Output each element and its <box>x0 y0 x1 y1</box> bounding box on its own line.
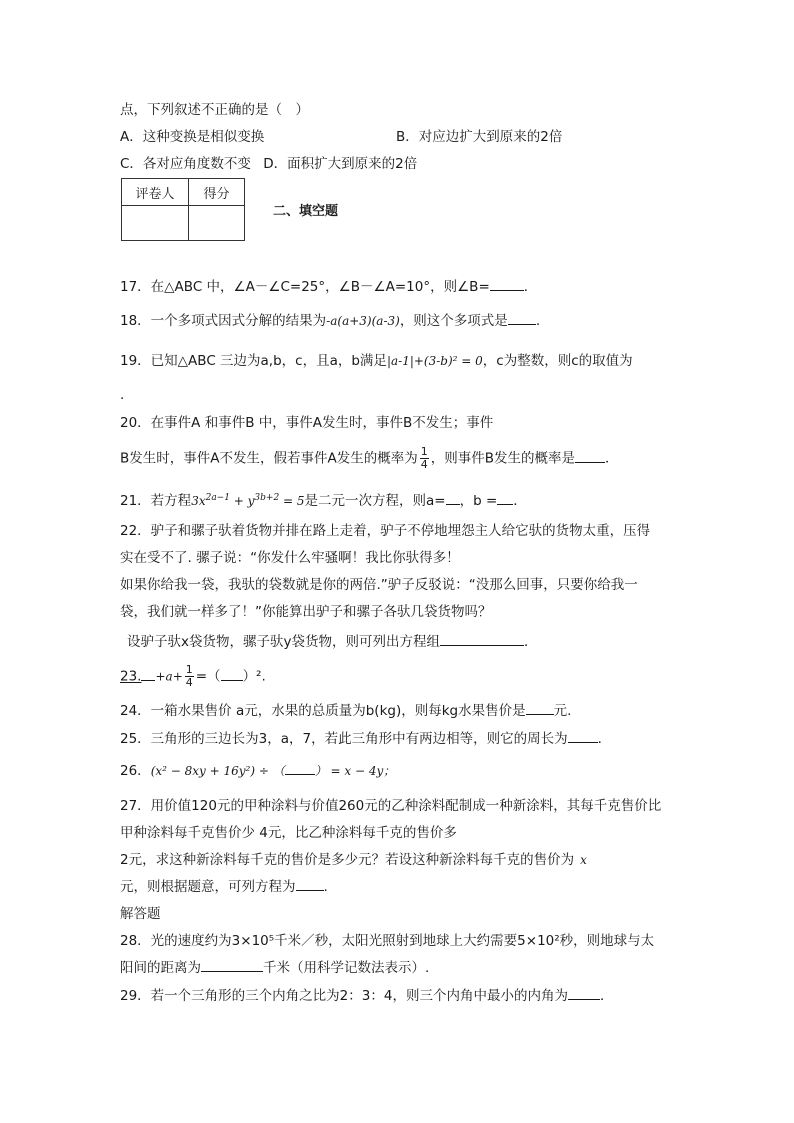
q27-line4 <box>120 877 328 897</box>
q17-end: ． <box>523 279 538 295</box>
q25-text: 25．三角形的三边长为3，a，7，若此三角形中有两边相等，则它的周长为 <box>120 731 568 747</box>
question-23 <box>120 664 266 689</box>
q16-option-a: A．这种变换是相似变换 <box>120 129 265 145</box>
q22-line3: 如果你给我一袋，我驮的袋数就是你的两倍.”驴子反驳说：“没那么回事，只要你给我一 <box>120 577 638 593</box>
answer-blank <box>497 491 513 505</box>
answer-blank <box>141 667 155 681</box>
q27-var: x <box>580 853 587 867</box>
q20-line1: 20．在事件A 和事件B 中，事件A发生时，事件B不发生；事件 <box>120 415 494 431</box>
q18-end: . <box>535 313 541 329</box>
q16-stem-end: 点，下列叙述不正确的是（ ） <box>120 102 309 118</box>
question-21 <box>120 488 527 511</box>
score-table-cell-score <box>189 206 245 241</box>
question-17 <box>120 277 537 297</box>
q29-end: ． <box>599 988 614 1004</box>
q28-line1: 28．光的速度约为3×10⁵千米／秒，太阳光照射到地球上大约需要5×10²秒，则地球与太 <box>120 933 655 949</box>
answer-blank <box>526 701 554 715</box>
q27-line2: 甲种涂料每千克售价少 4元，比乙种涂料每千克的售价多 <box>120 825 457 841</box>
fraction-numerator: 1 <box>185 663 193 676</box>
answer-blank <box>440 632 524 646</box>
q21-sup-a: 2a−1 <box>205 493 230 503</box>
answer-blank <box>446 491 460 505</box>
q26-math: (x² − 8xy + 16y²) ÷ （ <box>150 764 285 778</box>
q16-options-cd <box>120 154 417 174</box>
question-18 <box>120 311 540 331</box>
question-26 <box>120 761 395 781</box>
q24-text: 24．一箱水果售价 a元，水果的总质量为b(kg)，则每kg水果售价是 <box>120 703 526 719</box>
q28-text: 阳间的距离为 <box>120 960 201 976</box>
q22-line1: 22．驴子和骡子驮着货物并排在路上走着，驴子不停地埋怨主人给它驮的货物太重，压得 <box>120 523 651 539</box>
fraction-denominator: 4 <box>420 458 428 471</box>
fraction-denominator: 4 <box>185 676 193 689</box>
q21-math-a: 3x <box>191 494 206 508</box>
q23-fraction <box>185 664 194 689</box>
q26-number: 26． <box>120 763 151 779</box>
score-table <box>121 178 245 241</box>
q21-math-c: = 5 <box>279 494 305 508</box>
q23-math: +a+ <box>155 669 183 684</box>
q20-end: ． <box>605 450 619 467</box>
q21-text: 21．若方程 <box>120 493 192 509</box>
section-title-answer: 解答题 <box>120 906 161 922</box>
q27-text-2: 元，则根据题意，可列方程为 <box>120 879 296 895</box>
q22-line5 <box>127 632 537 652</box>
answer-blank <box>221 667 243 681</box>
answer-blank <box>575 449 605 463</box>
q16-option-d: D．面积扩大到原来的2倍 <box>263 156 418 172</box>
answer-blank <box>201 958 263 972</box>
question-19 <box>120 351 633 371</box>
q21-math-b: + y <box>229 494 255 508</box>
question-25 <box>120 729 611 749</box>
q27-line3 <box>120 850 587 870</box>
q18-text-2: ，则这个多项式是 <box>399 313 508 329</box>
q19-math: |a-1|+(3-b)² = 0 <box>386 354 483 368</box>
q23-number: 23. <box>120 668 142 685</box>
q19-text: 19．已知△ABC 三边为a,b，c，且a，b满足 <box>120 353 387 369</box>
q20-text-2: ，则事件B发生的概率是 <box>430 450 575 467</box>
q16-option-c: C．各对应角度数不变 <box>120 156 251 172</box>
q20-line2 <box>120 446 619 471</box>
q25-end: ． <box>597 731 612 747</box>
score-table-header-grader: 评卷人 <box>122 179 189 206</box>
q23-eq: =（ <box>195 668 221 685</box>
answer-blank <box>296 877 324 891</box>
q17-text: 17．在△ABC 中，∠A－∠C=25°，∠B－∠A=10°，则∠B= <box>120 279 490 295</box>
q20-fraction <box>420 446 429 471</box>
answer-blank <box>490 277 524 291</box>
q28-text-2: 千米（用科学记数法表示）. <box>263 960 430 976</box>
answer-blank <box>285 761 315 775</box>
answer-blank <box>568 986 600 1000</box>
q22-end: ． <box>523 634 538 650</box>
q22-line2: 实在受不了. 骡子说：“你发什么牢骚啊！我比你驮得多！ <box>120 550 460 566</box>
q16-option-b: B．对应边扩大到原来的2倍 <box>396 129 563 145</box>
question-29 <box>120 986 613 1006</box>
section-title-fill-in: 二、填空题 <box>273 204 339 219</box>
q26-math-2: ） = x − 4y； <box>314 764 396 778</box>
q21-end: ． <box>513 493 527 509</box>
q24-end: 元. <box>553 703 572 719</box>
q27-line1: 27．用价值120元的甲种涂料与价值260元的乙种涂料配制成一种新涂料，其每千克售价比 <box>120 798 662 814</box>
q18-text: 18．一个多项式因式分解的结果为 <box>120 313 327 329</box>
q19-line2: . <box>120 387 125 403</box>
q23-close: ）². <box>242 668 266 685</box>
score-table-cell-grader <box>122 206 189 241</box>
q29-text: 29．若一个三角形的三个内角之比为2：3：4，则三个内角中最小的内角为 <box>120 988 568 1004</box>
q21-math <box>191 494 304 508</box>
q27-text: 2元，求这种新涂料每千克的售价是多少元？若设这种新涂料每千克的售价为 <box>120 852 575 868</box>
q21-text-2: 是二元一次方程，则a= <box>304 493 446 509</box>
fraction-numerator: 1 <box>420 445 428 458</box>
q27-end: . <box>323 879 328 895</box>
score-table-header-score: 得分 <box>189 179 245 206</box>
q22-text: 设驴子驮x袋货物，骡子驮y袋货物，则可列出方程组 <box>127 634 440 650</box>
q19-text-2: ，c为整数，则c的取值为 <box>482 353 633 369</box>
q18-math: -a(a+3)(a-3) <box>326 314 400 328</box>
question-24 <box>120 701 571 721</box>
q28-line2 <box>120 958 429 978</box>
answer-blank <box>568 729 598 743</box>
q21-sup-b: 3b+2 <box>254 493 280 503</box>
q20-text: B发生时，事件A不发生，假若事件A发生的概率为 <box>120 450 418 467</box>
answer-blank <box>508 311 536 325</box>
q21-mid: ，b = <box>459 493 498 509</box>
q22-line4: 袋，我们就一样多了！”你能算出驴子和骡子各驮几袋货物吗？ <box>120 604 492 620</box>
